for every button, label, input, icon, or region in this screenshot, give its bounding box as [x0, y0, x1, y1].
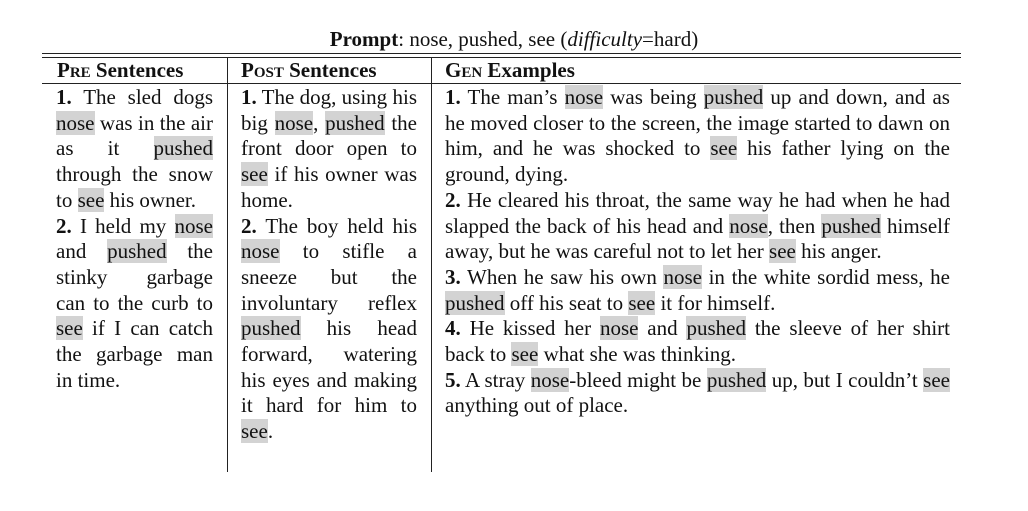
highlighted-keyword: nose: [241, 239, 280, 264]
highlighted-keyword: pushed: [107, 239, 167, 264]
highlighted-keyword: nose: [56, 110, 95, 135]
column-divider-1: [227, 57, 228, 472]
sentence-text: up, but I couldn’t: [766, 367, 924, 392]
sentence-text: to stifle a sneeze but the involuntary reflex: [241, 239, 417, 315]
sentence-text: I held my: [71, 213, 175, 238]
sentence-text: was being: [603, 85, 704, 109]
sentence-text: and: [56, 239, 108, 264]
sentence-text: anything out of place.: [445, 393, 629, 418]
highlighted-keyword: pushed: [703, 85, 764, 109]
sentence-text: the sleeve of her shirt back to: [445, 316, 950, 367]
highlighted-keyword: nose: [729, 213, 768, 238]
sentence-number: 1.: [241, 85, 257, 109]
sentence-text: The man’s: [460, 85, 565, 109]
header-pre-sentences: [57, 58, 183, 83]
highlighted-keyword: see: [923, 367, 950, 392]
pre-sentence-2: [56, 214, 213, 394]
sentence-text: his father lying on the ground, dying.: [445, 136, 950, 187]
sentence-text: his anger.: [795, 239, 882, 264]
sentence-text: He kissed her: [460, 316, 600, 341]
highlighted-keyword: nose: [564, 85, 604, 109]
highlighted-keyword: pushed: [686, 316, 746, 341]
pre-sentence-1: [56, 85, 213, 214]
sentence-text: When he saw his own: [460, 264, 664, 289]
highlighted-keyword: see: [77, 187, 105, 212]
caption-label: Prompt: [329, 27, 399, 51]
sentence-number: 5.: [445, 367, 461, 392]
highlighted-keyword: see: [241, 419, 268, 444]
sentence-text: -bleed might be: [569, 367, 707, 392]
table-caption: Prompt: nose, pushed, see (difficulty=hard): [329, 27, 699, 51]
gen-sentence-1: [445, 85, 950, 188]
gen-sentence-3: [445, 265, 950, 316]
sentence-text: if his owner was home.: [241, 162, 417, 212]
column-divider-2: [431, 57, 432, 472]
sentence-text: ,: [313, 110, 326, 135]
post-sentence-1: [241, 85, 417, 214]
highlighted-keyword: see: [56, 316, 83, 341]
pre-sentences-cell: [56, 85, 213, 393]
header-gen-examples: [445, 58, 575, 83]
highlighted-keyword: see: [511, 342, 539, 367]
sentence-number: 2.: [241, 213, 257, 238]
highlighted-keyword: see: [769, 239, 796, 264]
caption-words: nose, pushed, see: [409, 27, 556, 51]
highlighted-keyword: nose: [174, 213, 213, 238]
highlighted-keyword: pushed: [153, 136, 213, 161]
post-sentences-cell: [241, 85, 417, 445]
header-pre-smallcaps: Pre: [57, 58, 91, 82]
highlighted-keyword: see: [710, 136, 738, 161]
sentence-text: and: [638, 316, 687, 341]
sentence-text: in the white sordid mess, he: [701, 264, 950, 289]
highlighted-keyword: pushed: [445, 290, 505, 315]
header-gen-smallcaps: Gen: [445, 58, 483, 82]
header-rule: [42, 83, 961, 84]
header-gen-rest: Examples: [482, 58, 575, 82]
sentence-number: 1.: [56, 85, 72, 109]
sentence-text: up and down, and as he moved closer to the screen, the image started to dawn on him, and he was shocked to: [445, 85, 950, 161]
sentence-text: his head forward, watering his eyes and making it hard for him to: [241, 316, 417, 418]
gen-examples-cell: [445, 85, 950, 419]
gen-sentence-2: [445, 188, 950, 265]
sentence-text: A stray: [460, 367, 531, 392]
sentence-text: The dog, using his big: [241, 85, 417, 135]
highlighted-keyword: nose: [663, 264, 702, 289]
sentence-text: off his seat to: [504, 290, 629, 315]
top-rule-outer: [42, 53, 961, 54]
post-sentence-2: [241, 214, 417, 445]
highlighted-keyword: pushed: [821, 213, 881, 238]
highlighted-keyword: see: [628, 290, 656, 315]
sentence-text: , then: [767, 213, 822, 238]
highlighted-keyword: nose: [599, 316, 639, 341]
sentence-text: if I can catch the garbage man in time.: [56, 316, 213, 392]
sentence-number: 3.: [445, 264, 461, 289]
highlighted-keyword: nose: [274, 110, 314, 135]
highlighted-keyword: pushed: [241, 316, 301, 341]
header-pre-rest: Sentences: [90, 58, 184, 82]
highlighted-keyword: nose: [530, 367, 570, 392]
sentence-text: through the snow to: [56, 162, 213, 212]
header-post-rest: Sentences: [283, 58, 377, 82]
highlighted-keyword: pushed: [706, 367, 767, 392]
sentence-text: The sled dogs: [71, 85, 213, 109]
header-post-smallcaps: Post: [241, 58, 284, 82]
highlighted-keyword: pushed: [325, 110, 385, 135]
sentence-text: his owner.: [104, 187, 196, 212]
sentence-text: .: [267, 419, 274, 444]
header-post-sentences: [241, 58, 377, 83]
highlighted-keyword: see: [241, 162, 268, 187]
sentence-text: the stinky garbage can to the curb to: [56, 239, 214, 315]
sentence-number: 4.: [445, 316, 461, 341]
gen-sentence-4: [445, 316, 950, 367]
sentence-text: it for himself.: [655, 290, 776, 315]
caption-param-value: hard: [653, 27, 692, 51]
gen-sentence-5: [445, 368, 950, 419]
sentence-number: 1.: [445, 85, 461, 109]
sentence-number: 2.: [56, 213, 72, 238]
sentence-number: 2.: [445, 187, 461, 212]
sentence-text: what she was thinking.: [538, 342, 737, 367]
sentence-text: He cleared his throat, the same way he had when he had slapped the back of his head and: [445, 187, 950, 238]
sentence-text: himself away, but he was careful not to let her: [445, 213, 950, 264]
sentence-text: was in the air as it: [56, 110, 213, 161]
sentence-text: The boy held his: [256, 213, 417, 238]
sentence-text: the front door open to: [241, 110, 417, 161]
caption-param-name: difficulty: [567, 27, 643, 51]
